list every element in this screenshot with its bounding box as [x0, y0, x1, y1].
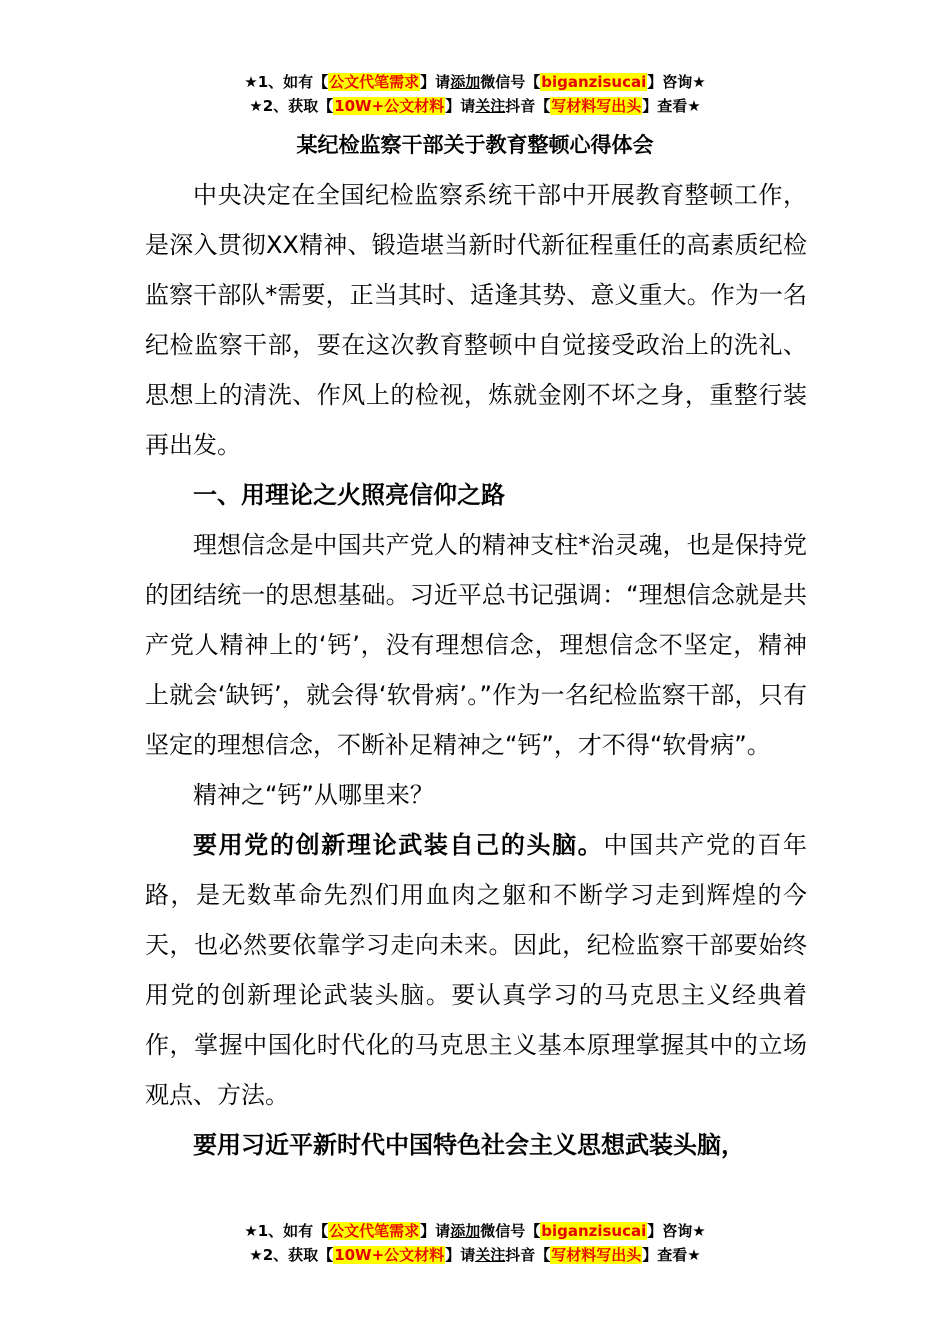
- paragraph-intro: 中央决定在全国纪检监察系统干部中开展教育整顿工作，是深入贯彻XX精神、锻造堪当新时代新征程重任的高素质纪检监察干部队*需要，正当其时、适逢其势、意义重大。作为一名纪检监察干部，要在这次教育整顿中自觉接受政治上的洗礼、思想上的清洗、作风上的检视，炼就金刚不坏之身，重整行装再出发。: [145, 181, 807, 459]
- banner-highlight: 公文代笔需求: [329, 1222, 420, 1240]
- banner-text: ★1、如有【: [244, 73, 329, 91]
- banner-text: ★2、获取【: [249, 1246, 334, 1264]
- paragraph-text: 中国共产党的百年路，是无数革命先烈们用血肉之躯和不断学习走到辉煌的今天，也必然要依靠学习走向未来。因此，纪检监察干部要始终用党的创新理论武装头脑。要认真学习的马克思主义经典着作，掌握中国化时代化的马克思主义基本原理掌握其中的立场观点、方法。: [145, 831, 808, 1109]
- banner-text: 】请: [445, 97, 476, 115]
- banner-highlight: 写材料写出头: [551, 1246, 642, 1264]
- banner-underline: 关注: [475, 97, 506, 115]
- banner-text: 微信号【: [480, 1222, 541, 1240]
- paragraph-thought: [145, 1120, 807, 1170]
- banner-text: 】查看★: [642, 97, 701, 115]
- banner-text: ★2、获取【: [249, 97, 334, 115]
- paragraph-lead-bold: 要用习近平新时代中国特色社会主义思想武装头脑，: [193, 1131, 745, 1159]
- banner-highlight: 10W+公文材料: [334, 1246, 445, 1264]
- paragraph-ideals: 理想信念是中国共产党人的精神支柱*治灵魂，也是保持党的团结统一的思想基础。习近平总书记强调：“理想信念就是共产党人精神上的‘钙’，没有理想信念，理想信念不坚定，精神上就会‘缺钙’，就会得‘软骨病’。”作为一名纪检监察干部，只有坚定的理想信念，不断补足精神之“钙”，才不得“软骨病”。: [145, 531, 807, 759]
- footer-banner: [0, 1219, 950, 1267]
- banner-highlight: biganzisucai: [541, 73, 647, 91]
- banner-highlight: biganzisucai: [541, 1222, 647, 1240]
- banner-line-2: [0, 1243, 950, 1267]
- banner-line-2: [0, 94, 950, 118]
- banner-line-1: [0, 1219, 950, 1243]
- paragraph-theory: [145, 820, 807, 1120]
- paragraph-lead-bold: 要用党的创新理论武装自己的头脑。: [193, 831, 604, 859]
- document-title: 某纪检监察干部关于教育整顿心得体会: [296, 133, 654, 157]
- header-banner: [0, 70, 950, 118]
- banner-text: 】咨询★: [647, 1222, 706, 1240]
- banner-text: 】请: [420, 73, 451, 91]
- banner-underline: 关注: [475, 1246, 506, 1264]
- banner-underline: 添加: [450, 1222, 481, 1240]
- document-body: [145, 170, 807, 1170]
- banner-text: 】咨询★: [647, 73, 706, 91]
- banner-text: 微信号【: [480, 73, 541, 91]
- banner-text: 】查看★: [642, 1246, 701, 1264]
- paragraph-question: 精神之“钙”从哪里来？: [193, 781, 434, 809]
- banner-line-1: [0, 70, 950, 94]
- banner-text: 抖音【: [505, 97, 551, 115]
- banner-underline: 添加: [450, 73, 481, 91]
- section-heading-1: 一、用理论之火照亮信仰之路: [193, 481, 505, 509]
- banner-text: ★1、如有【: [244, 1222, 329, 1240]
- banner-text: 】请: [420, 1222, 451, 1240]
- banner-highlight: 公文代笔需求: [329, 73, 420, 91]
- banner-text: 】请: [445, 1246, 476, 1264]
- banner-text: 抖音【: [505, 1246, 551, 1264]
- banner-highlight: 写材料写出头: [551, 97, 642, 115]
- banner-highlight: 10W+公文材料: [334, 97, 445, 115]
